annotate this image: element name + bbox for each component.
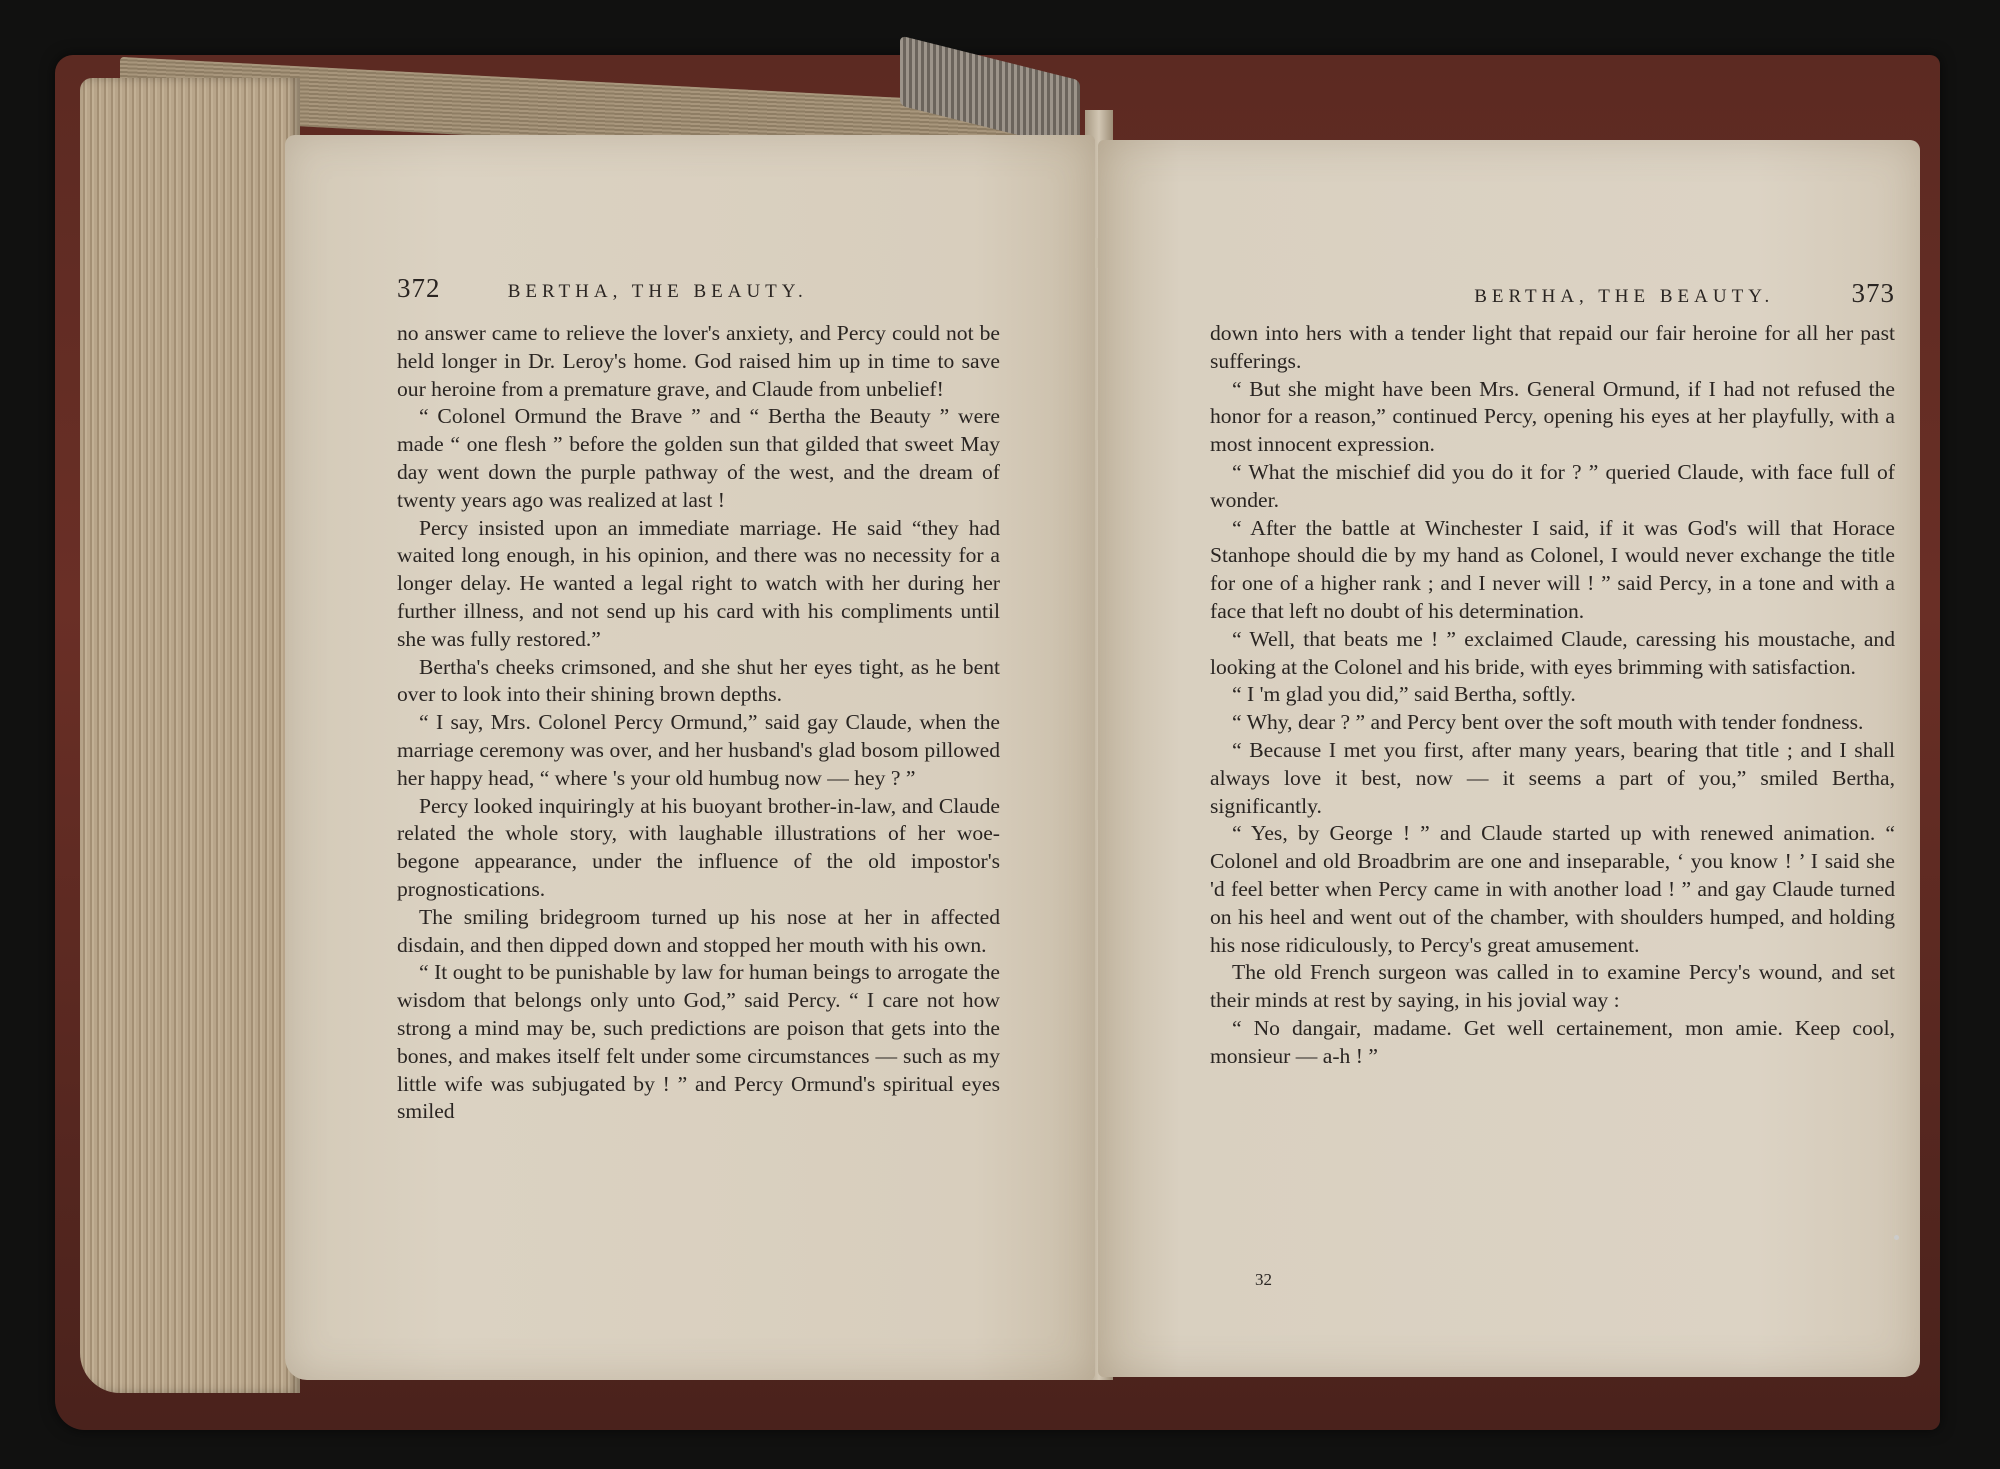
running-title: BERTHA, THE BEAUTY.: [1474, 286, 1775, 307]
paragraph: “ I 'm glad you did,” said Bertha, softly.: [1232, 682, 1576, 707]
left-running-head: [397, 273, 1037, 304]
paragraph: “ Yes, by George ! ” and Claude started up with renewed animation. “ Colonel and old Broadbrim are one and inseparable, ‘ you know ! ’ I said she 'd feel better when Percy came in with another load ! ” and gay Claude turned on his heel and went out of the chamber, with shoulders humped, and holding his nose ridiculously, to Percy's great amusement.: [1210, 821, 1895, 957]
signature-mark: 32: [1255, 1270, 1272, 1289]
left-text-column: [397, 320, 1000, 1126]
paragraph: “ But she might have been Mrs. General Ormund, if I had not refused the honor for a reason,” continued Percy, opening his eyes at her playfully, with a most innocent expression.: [1210, 376, 1895, 457]
left-page: [285, 135, 1095, 1380]
paragraph: down into hers with a tender light that repaid our fair heroine for all her past sufferings.: [1210, 321, 1895, 373]
page-block-edge: [80, 78, 300, 1393]
paragraph: Percy looked inquiringly at his buoyant brother-in-law, and Claude related the whole story, with laughable illustrations of her woe-begone appearance, under the influence of the old impostor's prognostications.: [397, 793, 1000, 901]
paragraph: “ Well, that beats me ! ” exclaimed Claude, caressing his moustache, and looking at the Colonel and his bride, with eyes brimming with satisfaction.: [1210, 626, 1895, 679]
right-page: [1098, 140, 1920, 1377]
right-text-column: [1210, 320, 1895, 1071]
paragraph: The smiling bridegroom turned up his nose at her in affected disdain, and then dipped down and stopped her mouth with his own.: [397, 904, 1000, 957]
right-running-head: [1350, 278, 1895, 309]
page-number: 373: [1851, 278, 1895, 308]
paragraph: “ Because I met you first, after many years, bearing that title ; and I shall always love it best, now — it seems a part of you,” smiled Bertha, significantly.: [1210, 737, 1895, 818]
paragraph: The old French surgeon was called in to examine Percy's wound, and set their minds at rest by saying, in his jovial way :: [1210, 960, 1895, 1013]
paragraph: no answer came to relieve the lover's anxiety, and Percy could not be held longer in Dr. Leroy's home. God raised him up in time to save our heroine from a premature grave, and Claude from unbelief!: [397, 321, 1000, 401]
paragraph: “ Colonel Ormund the Brave ” and “ Bertha the Beauty ” were made “ one flesh ” before the golden sun that gilded that sweet May day went down the purple pathway of the west, and the dream of twenty years ago was realized at last !: [397, 404, 1000, 512]
paragraph: “ What the mischief did you do it for ? ” queried Claude, with face full of wonder.: [1210, 459, 1895, 512]
paragraph: “ After the battle at Winchester I said, if it was God's will that Horace Stanhope should die by my hand as Colonel, I would never exchange the title for one of a higher rank ; and I never will ! ” said Percy, in a tone and with a face that left no doubt of his determination.: [1210, 515, 1895, 623]
paragraph: “ No dangair, madame. Get well certainement, mon amie. Keep cool, monsieur — a-h ! ”: [1210, 1015, 1895, 1068]
edge-dot: [1894, 1235, 1899, 1240]
paragraph: “ I say, Mrs. Colonel Percy Ormund,” said gay Claude, when the marriage ceremony was over, and her husband's glad bosom pillowed her happy head, “ where 's your old humbug now — hey ? ”: [397, 710, 1000, 790]
paragraph: “ It ought to be punishable by law for human beings to arrogate the wisdom that belongs only unto God,” said Percy. “ I care not how strong a mind may be, such predictions are poison that gets into the bones, and makes itself felt under some circumstances — such as my little wife was subjugated by ! ” and Percy Ormund's spiritual eyes smiled: [397, 960, 1000, 1124]
page-number: 372: [397, 273, 441, 303]
paragraph: “ Why, dear ? ” and Percy bent over the soft mouth with tender fondness.: [1232, 710, 1864, 735]
running-title: BERTHA, THE BEAUTY.: [507, 281, 808, 302]
paragraph: Bertha's cheeks crimsoned, and she shut her eyes tight, as he bent over to look into their shining brown depths.: [397, 654, 1000, 707]
paragraph: Percy insisted upon an immediate marriage. He said “they had waited long enough, in his opinion, and there was no necessity for a longer delay. He wanted a legal right to watch with her during her further illness, and not send up his card with his compliments until she was fully restored.”: [397, 515, 1000, 651]
